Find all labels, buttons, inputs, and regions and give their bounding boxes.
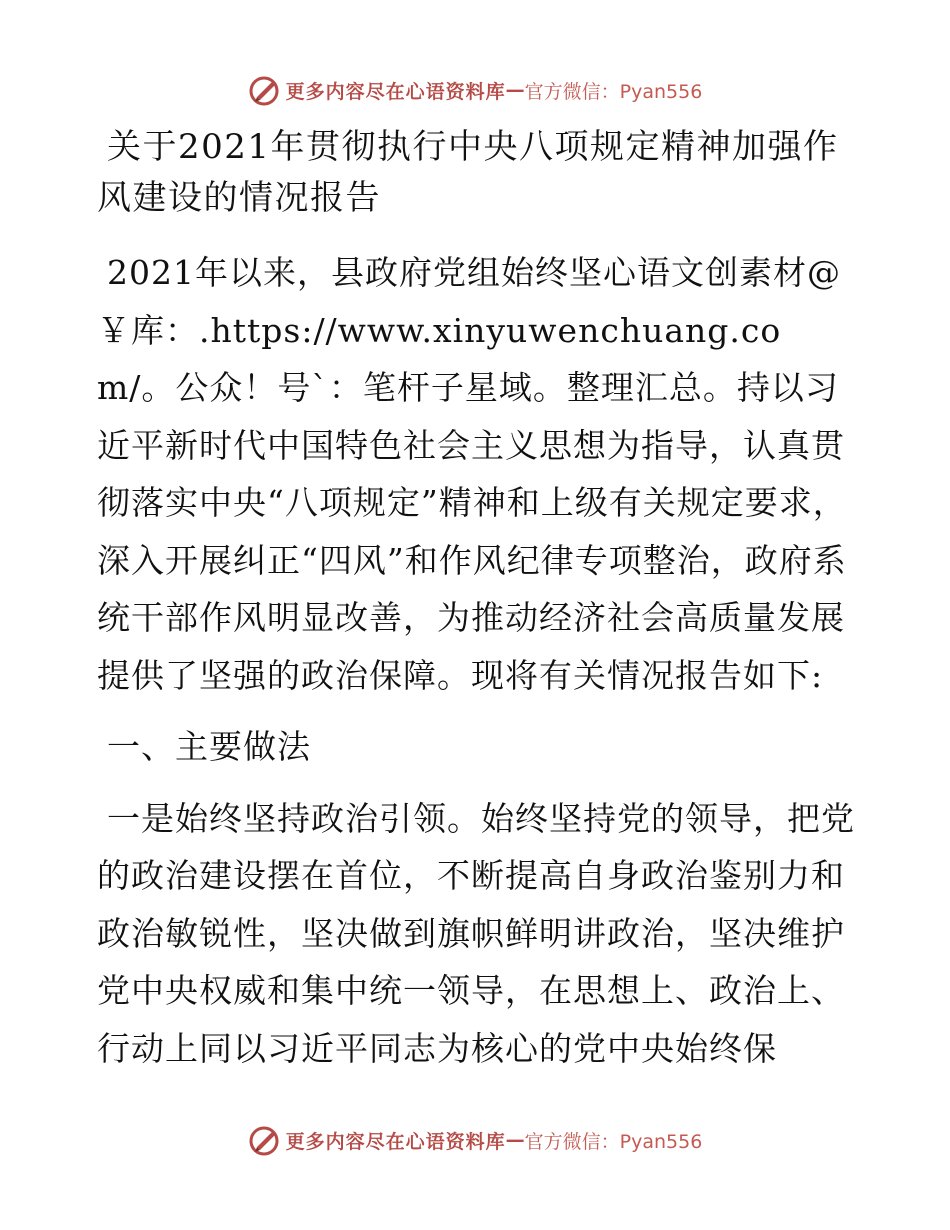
document-body [97, 122, 857, 1077]
pen-circle-logo-icon [248, 1123, 282, 1157]
header-banner-text: 更多内容尽在心语资料库 [285, 80, 506, 103]
footer-banner-contact: 官方微信：Pyan556 [524, 1130, 703, 1153]
pen-circle-logo-icon [248, 73, 282, 107]
section-paragraph: 一是始终坚持政治引领。始终坚持党的领导，把党的政治建设摆在首位，不断提高自身政治鉴别力和政治敏锐性，坚决做到旗帜鲜明讲政治，坚决维护党中央权威和集中统一领导，在思想上、政治上、行动上同以习近平同志为核心的党中央始终保 [97, 798, 855, 1068]
document-title: 关于2021年贯彻执行中央八项规定精神加强作风建设的情况报告 [97, 127, 839, 218]
header-banner-contact: 官方微信：Pyan556 [524, 80, 703, 103]
section-heading: 一、主要做法 [107, 727, 311, 766]
header-banner [0, 70, 950, 110]
footer-banner-text: 更多内容尽在心语资料库 [285, 1130, 506, 1153]
intro-paragraph: 2021年以来，县政府党组始终坚心语文创素材@￥库：.https://www.xinyuwenchuang.com/。公众！号`：笔杆子星域。整理汇总。持以习近平新时代中国特色社会主义思想为指导，认真贯彻落实中央“八项规定”精神和上级有关规定要求，深入开展纠正“四风”和作风纪律专项整治，政府系统干部作风明显改善，为推动经济社会高质量发展提供了坚强的政治保障。现将有关情况报告如下: [97, 253, 847, 695]
footer-banner [0, 1120, 950, 1160]
header-banner-dash: — [505, 79, 525, 101]
footer-banner-dash: — [505, 1129, 525, 1151]
